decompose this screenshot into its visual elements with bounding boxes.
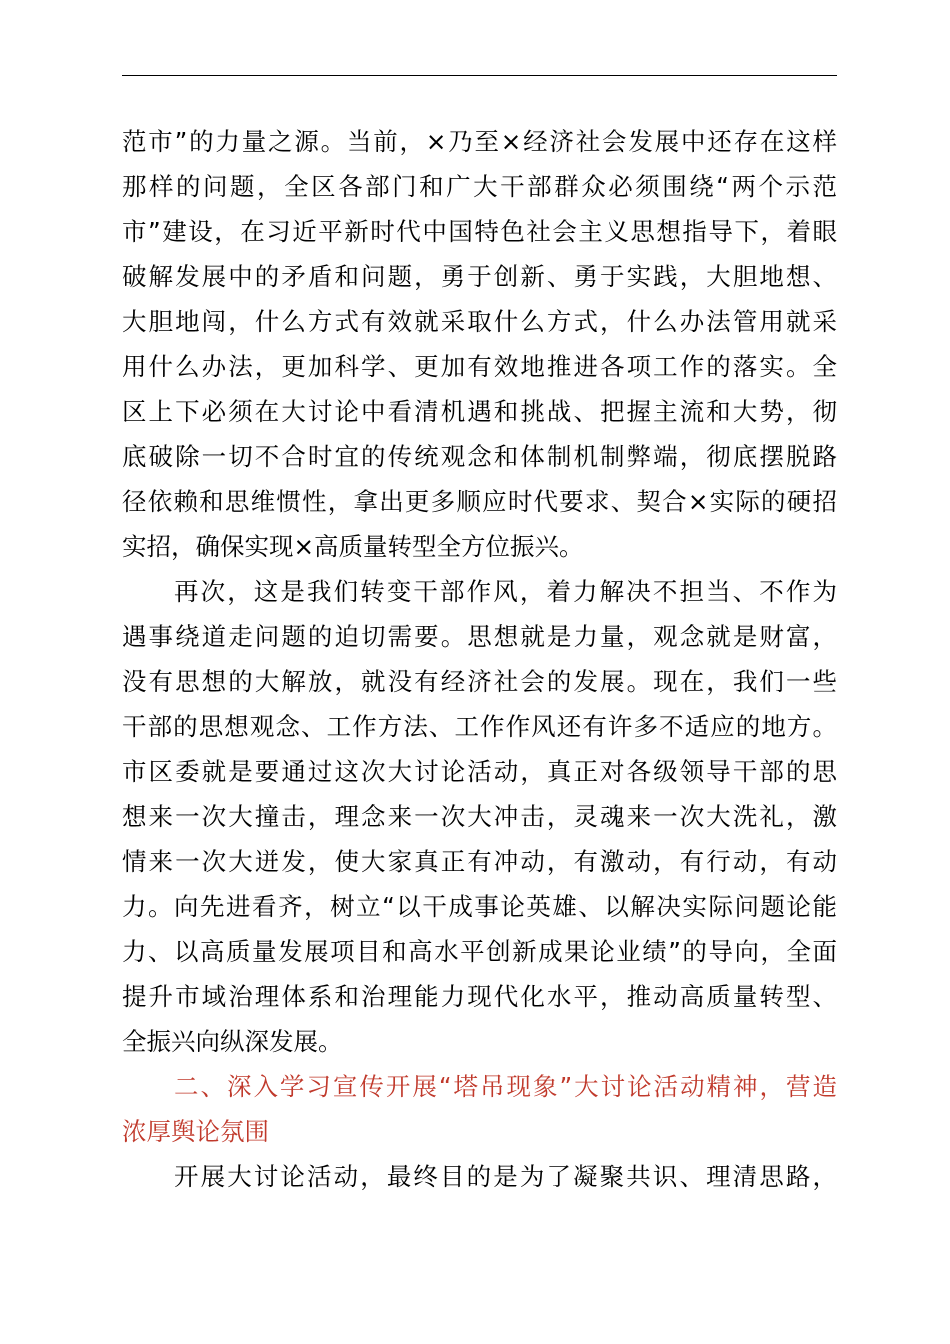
text-line: 那样的问题，全区各部门和广大干部群众必须围绕“两个示范 <box>122 172 837 201</box>
text-line: 没有思想的大解放，就没有经济社会的发展。现在，我们一些 <box>122 667 837 696</box>
text-line: 力。向先进看齐，树立“以干成事论英雄、以解决实际问题论能 <box>122 892 837 921</box>
header-rule <box>122 75 837 76</box>
text-line: 再次，这是我们转变干部作风，着力解决不担当、不作为 <box>174 577 837 606</box>
text-line: 提升市域治理体系和治理能力现代化水平，推动高质量转型、 <box>122 982 837 1011</box>
text-line: 用什么办法，更加科学、更加有效地推进各项工作的落实。全 <box>122 352 837 381</box>
heading-line: 浓厚舆论氛围 <box>122 1117 269 1146</box>
paragraph <box>122 119 837 569</box>
text-line: 遇事绕道走问题的迫切需要。思想就是力量，观念就是财富， <box>122 622 837 651</box>
text-line: 市”建设，在习近平新时代中国特色社会主义思想指导下，着眼 <box>122 217 837 246</box>
text-line: 径依赖和思维惯性，拿出更多顺应时代要求、契合×实际的硬招 <box>122 487 837 516</box>
paragraph <box>122 1154 837 1199</box>
text-line: 市区委就是要通过这次大讨论活动，真正对各级领导干部的思 <box>122 757 837 786</box>
document-body <box>122 119 837 1199</box>
text-line: 情来一次大迸发，使大家真正有冲动，有激动，有行动，有动 <box>122 847 837 876</box>
text-line: 破解发展中的矛盾和问题，勇于创新、勇于实践，大胆地想、 <box>122 262 837 291</box>
text-line: 区上下必须在大讨论中看清机遇和挑战、把握主流和大势，彻 <box>122 397 837 426</box>
text-line: 范市”的力量之源。当前，×乃至×经济社会发展中还存在这样 <box>122 127 837 156</box>
heading-line: 二、深入学习宣传开展“塔吊现象”大讨论活动精神，营造 <box>174 1072 837 1101</box>
text-line: 实招，确保实现×高质量转型全方位振兴。 <box>122 532 584 561</box>
text-line: 想来一次大撞击，理念来一次大冲击，灵魂来一次大洗礼，激 <box>122 802 837 831</box>
text-line: 大胆地闯，什么方式有效就采取什么方式，什么办法管用就采 <box>122 307 837 336</box>
text-line: 开展大讨论活动，最终目的是为了凝聚共识、理清思路， <box>174 1162 837 1191</box>
text-line: 全振兴向纵深发展。 <box>122 1027 343 1056</box>
text-line: 底破除一切不合时宜的传统观念和体制机制弊端，彻底摆脱路 <box>122 442 837 471</box>
paragraph <box>122 569 837 1064</box>
text-line: 干部的思想观念、工作方法、工作作风还有许多不适应的地方。 <box>122 712 837 741</box>
section-heading <box>122 1064 837 1154</box>
text-line: 力、以高质量发展项目和高水平创新成果论业绩”的导向，全面 <box>122 937 837 966</box>
